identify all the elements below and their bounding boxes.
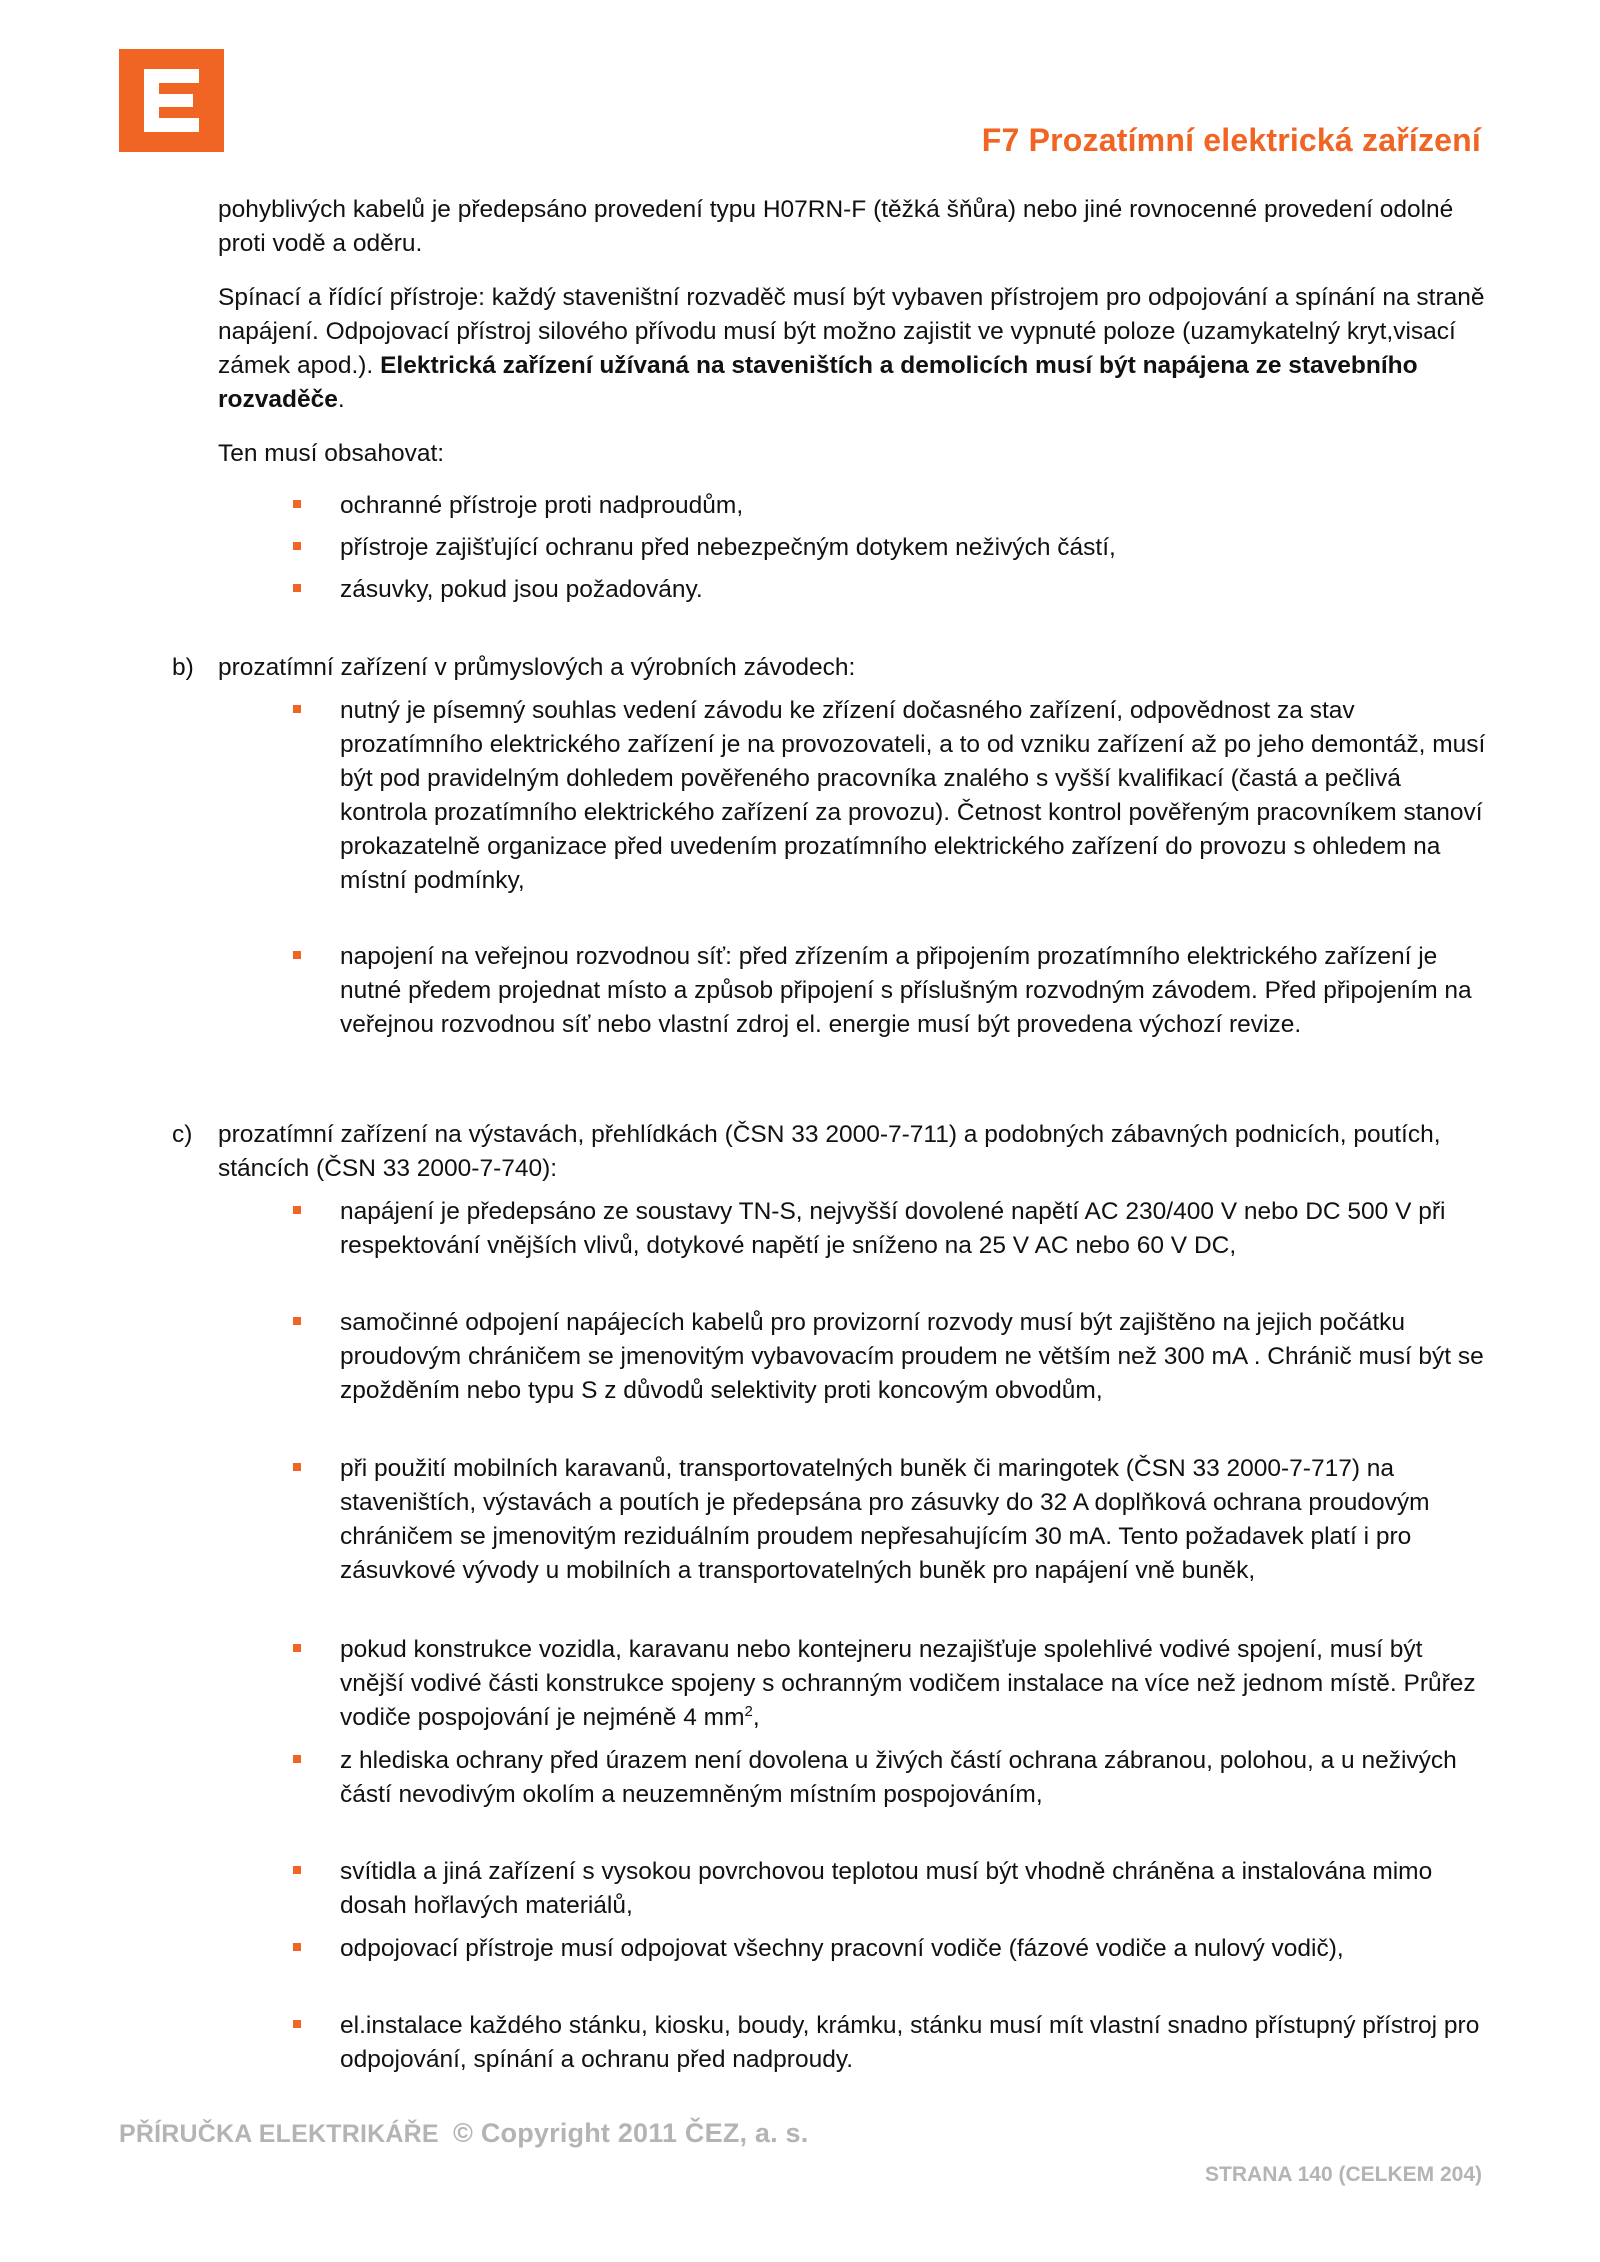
paragraph-text: Spínací a řídící přístroje: každý staveništní rozvaděč musí být vybaven přístrojem pro odpojování a spínání na straně napájení. Odpojovací přístroj silového přívodu musí být možno zajistit ve vypnuté poloze (uzamykatelný kryt,visací zámek apod.). xyxy=(218,284,1485,379)
paragraph: Ten musí obsahovat: xyxy=(218,440,445,467)
list-item xyxy=(340,1633,1490,1735)
list-item: odpojovací přístroje musí odpojovat všechny pracovní vodiče (fázové vodiče a nulový vodič), xyxy=(340,1935,1344,1962)
list-item: ochranné přístroje proti nadproudům, xyxy=(340,492,744,519)
list-item-end: , xyxy=(752,1704,760,1731)
bullet-marker xyxy=(293,1317,301,1325)
section-heading: prozatímní zařízení na výstavách, přehlídkách (ČSN 33 2000-7-711) a podobných zábavných podnicích, poutích, stáncích (ČSN 33 2000-7-740): xyxy=(218,1121,1441,1182)
superscript: 2 xyxy=(744,1702,753,1720)
bullet-marker xyxy=(293,705,301,713)
bullet-marker xyxy=(293,542,301,550)
list-item: svítidla a jiná zařízení s vysokou povrchovou teplotou musí být vhodně chráněna a instalována mimo dosah hořlavých materiálů, xyxy=(340,1858,1433,1919)
list-item: nutný je písemný souhlas vedení závodu ke zřízení dočasného zařízení, odpovědnost za stav prozatímního elektrického zařízení je na provozovateli, a to od vzniku zařízení až po jeho demontáž, musí být pod pravidelným dohledem pověřeného pracovníka znalého s vyšší kvalifikací (častá a pečlivá kontrola prozatímního elektrického zařízení za provozu). Četnost kontrol pověřeným pracovníkem stanoví prokazatelně organizace před uvedením prozatímního elektrického zařízení do provozu s ohledem na místní podmínky, xyxy=(340,697,1486,894)
section-label: b) xyxy=(172,654,194,681)
list-item-text: pokud konstrukce vozidla, karavanu nebo kontejneru nezajišťuje spolehlivé vodivé spojení, musí být vnější vodivé části konstrukce spojeny s ochranným vodičem instalace na více než jednom místě. Průřez vodiče pospojování je nejméně 4 mm xyxy=(340,1636,1476,1731)
list-item: napojení na veřejnou rozvodnou síť: před zřízením a připojením prozatímního elektrického zařízení je nutné předem projednat místo a způsob připojení s příslušným rozvodným závodem. Před připojením na veřejnou rozvodnou síť nebo vlastní zdroj el. energie musí být provedena výchozí revize. xyxy=(340,943,1472,1038)
bullet-marker xyxy=(293,1463,301,1471)
section-label: c) xyxy=(172,1121,193,1148)
list-item: zásuvky, pokud jsou požadovány. xyxy=(340,576,703,603)
page-title: F7 Prozatímní elektrická zařízení xyxy=(981,122,1481,158)
footer-book-title: PŘÍRUČKA ELEKTRIKÁŘE xyxy=(119,2120,439,2148)
list-item: z hlediska ochrany před úrazem není dovolena u živých částí ochrana zábranou, polohou, a u neživých částí nevodivým okolím a neuzemněným místním pospojováním, xyxy=(340,1747,1457,1808)
bullet-marker xyxy=(293,500,301,508)
paragraph: pohyblivých kabelů je předepsáno provedení typu H07RN-F (těžká šňůra) nebo jiné rovnocenné provedení odolné proti vodě a oděru. xyxy=(218,196,1454,257)
list-item: samočinné odpojení napájecích kabelů pro provizorní rozvody musí být zajištěno na jejich počátku proudovým chráničem se jmenovitým vybavovacím proudem ne větším než 300 mA . Chránič musí být se zpožděním nebo typu S z důvodů selektivity proti koncovým obvodům, xyxy=(340,1309,1484,1404)
bullet-marker xyxy=(293,951,301,959)
bullet-marker xyxy=(293,1644,301,1652)
page-number: STRANA 140 (CELKEM 204) xyxy=(1205,2163,1482,2186)
bullet-marker xyxy=(293,1206,301,1214)
list-item: při použití mobilních karavanů, transportovatelných buněk či maringotek (ČSN 33 2000-7-717) na staveništích, výstavách a poutích je předepsána pro zásuvky do 32 A doplňková ochrana proudovým chráničem se jmenovitým reziduálním proudem nepřesahujícím 30 mA. Tento požadavek platí i pro zásuvkové vývody u mobilních a transportovatelných buněk pro napájení vně buněk, xyxy=(340,1455,1430,1584)
bullet-marker xyxy=(293,1866,301,1874)
bullet-marker xyxy=(293,2020,301,2028)
bullet-marker xyxy=(293,1755,301,1763)
footer-copyright: © Copyright 2011 ČEZ, a. s. xyxy=(453,2118,809,2148)
section-heading: prozatímní zařízení v průmyslových a výrobních závodech: xyxy=(218,654,856,681)
list-item: el.instalace každého stánku, kiosku, boudy, krámku, stánku musí mít vlastní snadno přístupný přístroj pro odpojování, spínání a ochranu před nadproudy. xyxy=(340,2012,1480,2073)
paragraph-end: . xyxy=(337,386,345,413)
paragraph-bold-text: Elektrická zařízení užívaná na staveništích a demolicích musí být napájena ze stavebního rozvaděče xyxy=(218,352,1418,413)
footer-title xyxy=(119,2118,808,2149)
list-item: napájení je předepsáno ze soustavy TN-S, nejvyšší dovolené napětí AC 230/400 V nebo DC 500 V při respektování vnějších vlivů, dotykové napětí je sníženo na 25 V AC nebo 60 V DC, xyxy=(340,1198,1446,1259)
bullet-marker xyxy=(293,1943,301,1951)
bullet-marker xyxy=(293,584,301,592)
paragraph xyxy=(218,281,1488,417)
cez-logo-icon xyxy=(119,49,224,152)
list-item: přístroje zajišťující ochranu před nebezpečným dotykem neživých částí, xyxy=(340,534,1116,561)
